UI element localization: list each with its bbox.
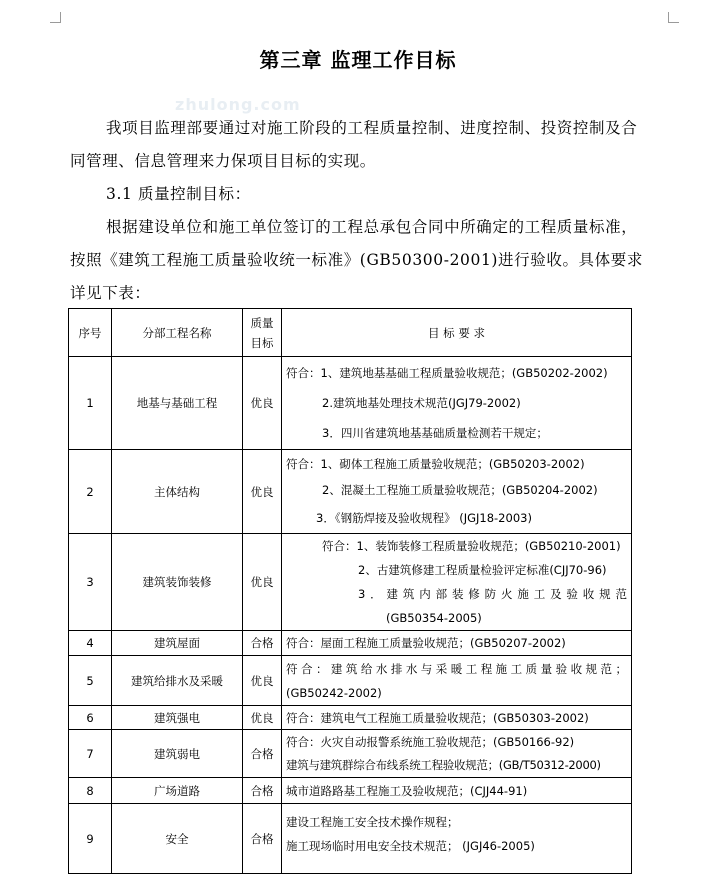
table-row	[69, 631, 632, 656]
row-quality: 合格	[243, 730, 282, 778]
row-requirements	[282, 631, 632, 656]
intro-paragraph: 我项目监理部要通过对施工阶段的工程质量控制、进度控制、投资控制及合同管理、信息管理来力保项目目标的实现。	[70, 119, 638, 170]
row-name: 建筑装饰装修	[112, 534, 243, 631]
row-requirements	[282, 357, 632, 450]
table-row	[69, 534, 632, 631]
table-row	[69, 656, 632, 706]
page-corner-mark-left	[50, 12, 61, 23]
req-line: 城市道路路基工程施工及验收规范；(CJJ44-91)	[286, 783, 528, 798]
table-row	[69, 730, 632, 778]
header-quality-label: 质量目标	[250, 315, 274, 350]
req-line: 施工现场临时用电安全技术规范； (JGJ46-2005)	[286, 839, 535, 853]
header-no: 序号	[69, 309, 112, 357]
req-line: 符合：火灾自动报警系统施工验收规范；(GB50166-92)	[286, 734, 575, 749]
req-line: 2.建筑地基处理技术规范(JGJ79-2002)	[322, 396, 521, 410]
row-quality: 优良	[243, 656, 282, 706]
row-requirements	[282, 804, 632, 874]
row-no: 7	[69, 730, 112, 778]
section-heading: 3.1 质量控制目标：	[106, 185, 251, 203]
req-line: (GB50242-2002)	[286, 685, 382, 700]
header-quality	[243, 309, 282, 357]
req-line: 符合：建筑给水排水与采暖工程施工质量验收规范；	[286, 661, 627, 676]
req-line: 3．建筑内部装修防火施工及验收规范	[358, 587, 627, 601]
chapter-title: 第三章 监理工作目标	[259, 48, 457, 72]
row-quality: 合格	[243, 804, 282, 874]
row-name: 建筑强电	[112, 706, 243, 730]
row-no: 3	[69, 534, 112, 631]
row-requirements	[282, 706, 632, 730]
req-line: 符合：建筑电气工程施工质量验收规范；(GB50303-2002)	[286, 710, 589, 725]
row-name: 安全	[112, 804, 243, 874]
table-row	[69, 450, 632, 534]
row-no: 6	[69, 706, 112, 730]
row-no: 5	[69, 656, 112, 706]
row-no: 2	[69, 450, 112, 534]
row-requirements	[282, 656, 632, 706]
row-requirements	[282, 730, 632, 778]
table-row	[69, 706, 632, 730]
table-row	[69, 804, 632, 874]
req-line: 3．《钢筋焊接及验收规程》 (JGJ18-2003)	[316, 510, 532, 525]
row-quality: 优良	[243, 706, 282, 730]
row-no: 9	[69, 804, 112, 874]
row-name: 建筑给排水及采暖	[112, 656, 243, 706]
quality-target-table	[68, 308, 632, 874]
row-quality: 优良	[243, 357, 282, 450]
row-quality: 合格	[243, 631, 282, 656]
row-name: 建筑弱电	[112, 730, 243, 778]
req-line: 符合：1、砌体工程施工质量验收规范；(GB50203-2002)	[286, 456, 585, 471]
row-requirements	[282, 778, 632, 804]
req-line: 符合：1、装饰装修工程质量验收规范；(GB50210-2001)	[322, 539, 621, 553]
row-name: 主体结构	[112, 450, 243, 534]
req-line: 符合：屋面工程施工质量验收规范；(GB50207-2002)	[286, 636, 566, 650]
req-line: 建设工程施工安全技术操作规程；	[286, 815, 459, 829]
standard-paragraph: 根据建设单位和施工单位签订的工程总承包合同中所确定的工程质量标准，按照《建筑工程施工质量验收统一标准》(GB50300-2001)进行验收。具体要求详见下表：	[70, 218, 643, 302]
row-name: 地基与基础工程	[112, 357, 243, 450]
row-quality: 优良	[243, 534, 282, 631]
header-name: 分部工程名称	[112, 309, 243, 357]
row-quality: 合格	[243, 778, 282, 804]
req-line: 建筑与建筑群综合布线系统工程验收规范；(GB/T50312-2000)	[286, 757, 601, 772]
row-no: 8	[69, 778, 112, 804]
page-corner-mark-right	[668, 12, 679, 23]
row-no: 1	[69, 357, 112, 450]
row-no: 4	[69, 631, 112, 656]
watermark: zhulong.com	[175, 95, 301, 114]
row-name: 广场道路	[112, 778, 243, 804]
table-row	[69, 778, 632, 804]
row-name: 建筑屋面	[112, 631, 243, 656]
header-requirements: 目 标 要 求	[282, 309, 632, 357]
req-line: 3．四川省建筑地基基础质量检测若干规定；	[322, 426, 548, 440]
req-line: 2、古建筑修建工程质量检验评定标准(CJJ70-96)	[358, 563, 607, 577]
req-line: 符合：1、建筑地基基础工程质量验收规范；(GB50202-2002)	[286, 366, 608, 380]
table-row	[69, 357, 632, 450]
row-quality: 优良	[243, 450, 282, 534]
row-requirements	[282, 534, 632, 631]
table-header-row	[69, 309, 632, 357]
row-requirements	[282, 450, 632, 534]
req-line: 2、混凝土工程施工质量验收规范；(GB50204-2002)	[322, 482, 598, 497]
req-line: (GB50354-2005)	[386, 611, 482, 625]
